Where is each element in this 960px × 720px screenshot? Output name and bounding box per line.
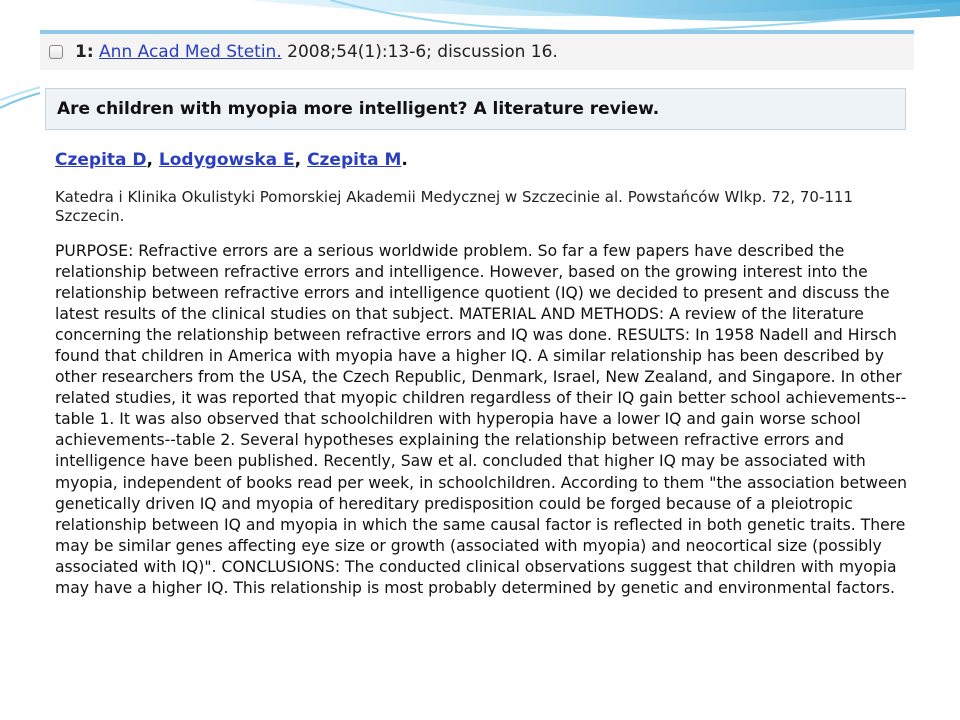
result-number: 1: <box>75 42 94 62</box>
author-link[interactable]: Czepita D <box>55 150 147 170</box>
citation-bar <box>40 34 914 70</box>
citation-text <box>75 42 558 62</box>
author-link[interactable]: Lodygowska E <box>158 150 295 170</box>
citation-details: 2008;54(1):13-6; discussion 16. <box>287 42 558 62</box>
affiliation: Katedra i Klinika Okulistyki Pomorskiej Akademii Medycznej w Szczecinie al. Powstańców Wlkp. 72, 70-111 Szczecin. <box>55 188 854 225</box>
abstract-text: PURPOSE: Refractive errors are a serious worldwide problem. So far a few papers have described the relationship between refractive errors and intelligence. However, based on the growing interest into the relationship between refractive errors and intelligence quotient (IQ) we decided to present and discuss the latest results of the clinical studies on that subject. MATERIAL AND METHODS: A review of the literature concerning the relationship between refractive errors and IQ was done. RESULTS: In 1958 Nadell and Hirsch found that children in America with myopia have a higher IQ. A similar relationship has been described by other researchers from the USA, the Czech Republic, Denmark, Israel, New Zealand, and Singapore. In other related studies, it was reported that myopic children regardless of their IQ gain better school achievements--table 1. It was also observed that schoolchildren with hyperopia have a lower IQ and gain worse school achievements--table 2. Several hypotheses explaining the relationship between refractive errors and intelligence have been published. Recently, Saw et al. concluded that higher IQ may be associated with myopia, independent of books read per week, in schoolchildren. According to them "the association between genetically driven IQ and myopia of hereditary predisposition could be forged because of a pleiotropic relationship between IQ and myopia in which the same causal factor is reflected in both genetic traits. There may be similar genes affecting eye size or growth (associated with myopia) and neocortical size (possibly associated with IQ)". CONCLUSIONS: The conducted clinical observations suggest that children with myopia may have a higher IQ. This relationship is most probably determined by genetic and environmental factors. <box>55 242 908 597</box>
author-link[interactable]: Czepita M <box>307 150 402 170</box>
authors-end: . <box>401 150 408 170</box>
title-box <box>45 88 906 130</box>
author-list <box>55 150 408 170</box>
author-separator: , <box>294 150 308 170</box>
journal-link[interactable]: Ann Acad Med Stetin. <box>99 42 282 62</box>
article-title: Are children with myopia more intelligent? A literature review. <box>57 99 660 119</box>
select-checkbox[interactable] <box>49 45 63 59</box>
abstract-panel <box>40 30 914 686</box>
author-separator: , <box>146 150 159 170</box>
